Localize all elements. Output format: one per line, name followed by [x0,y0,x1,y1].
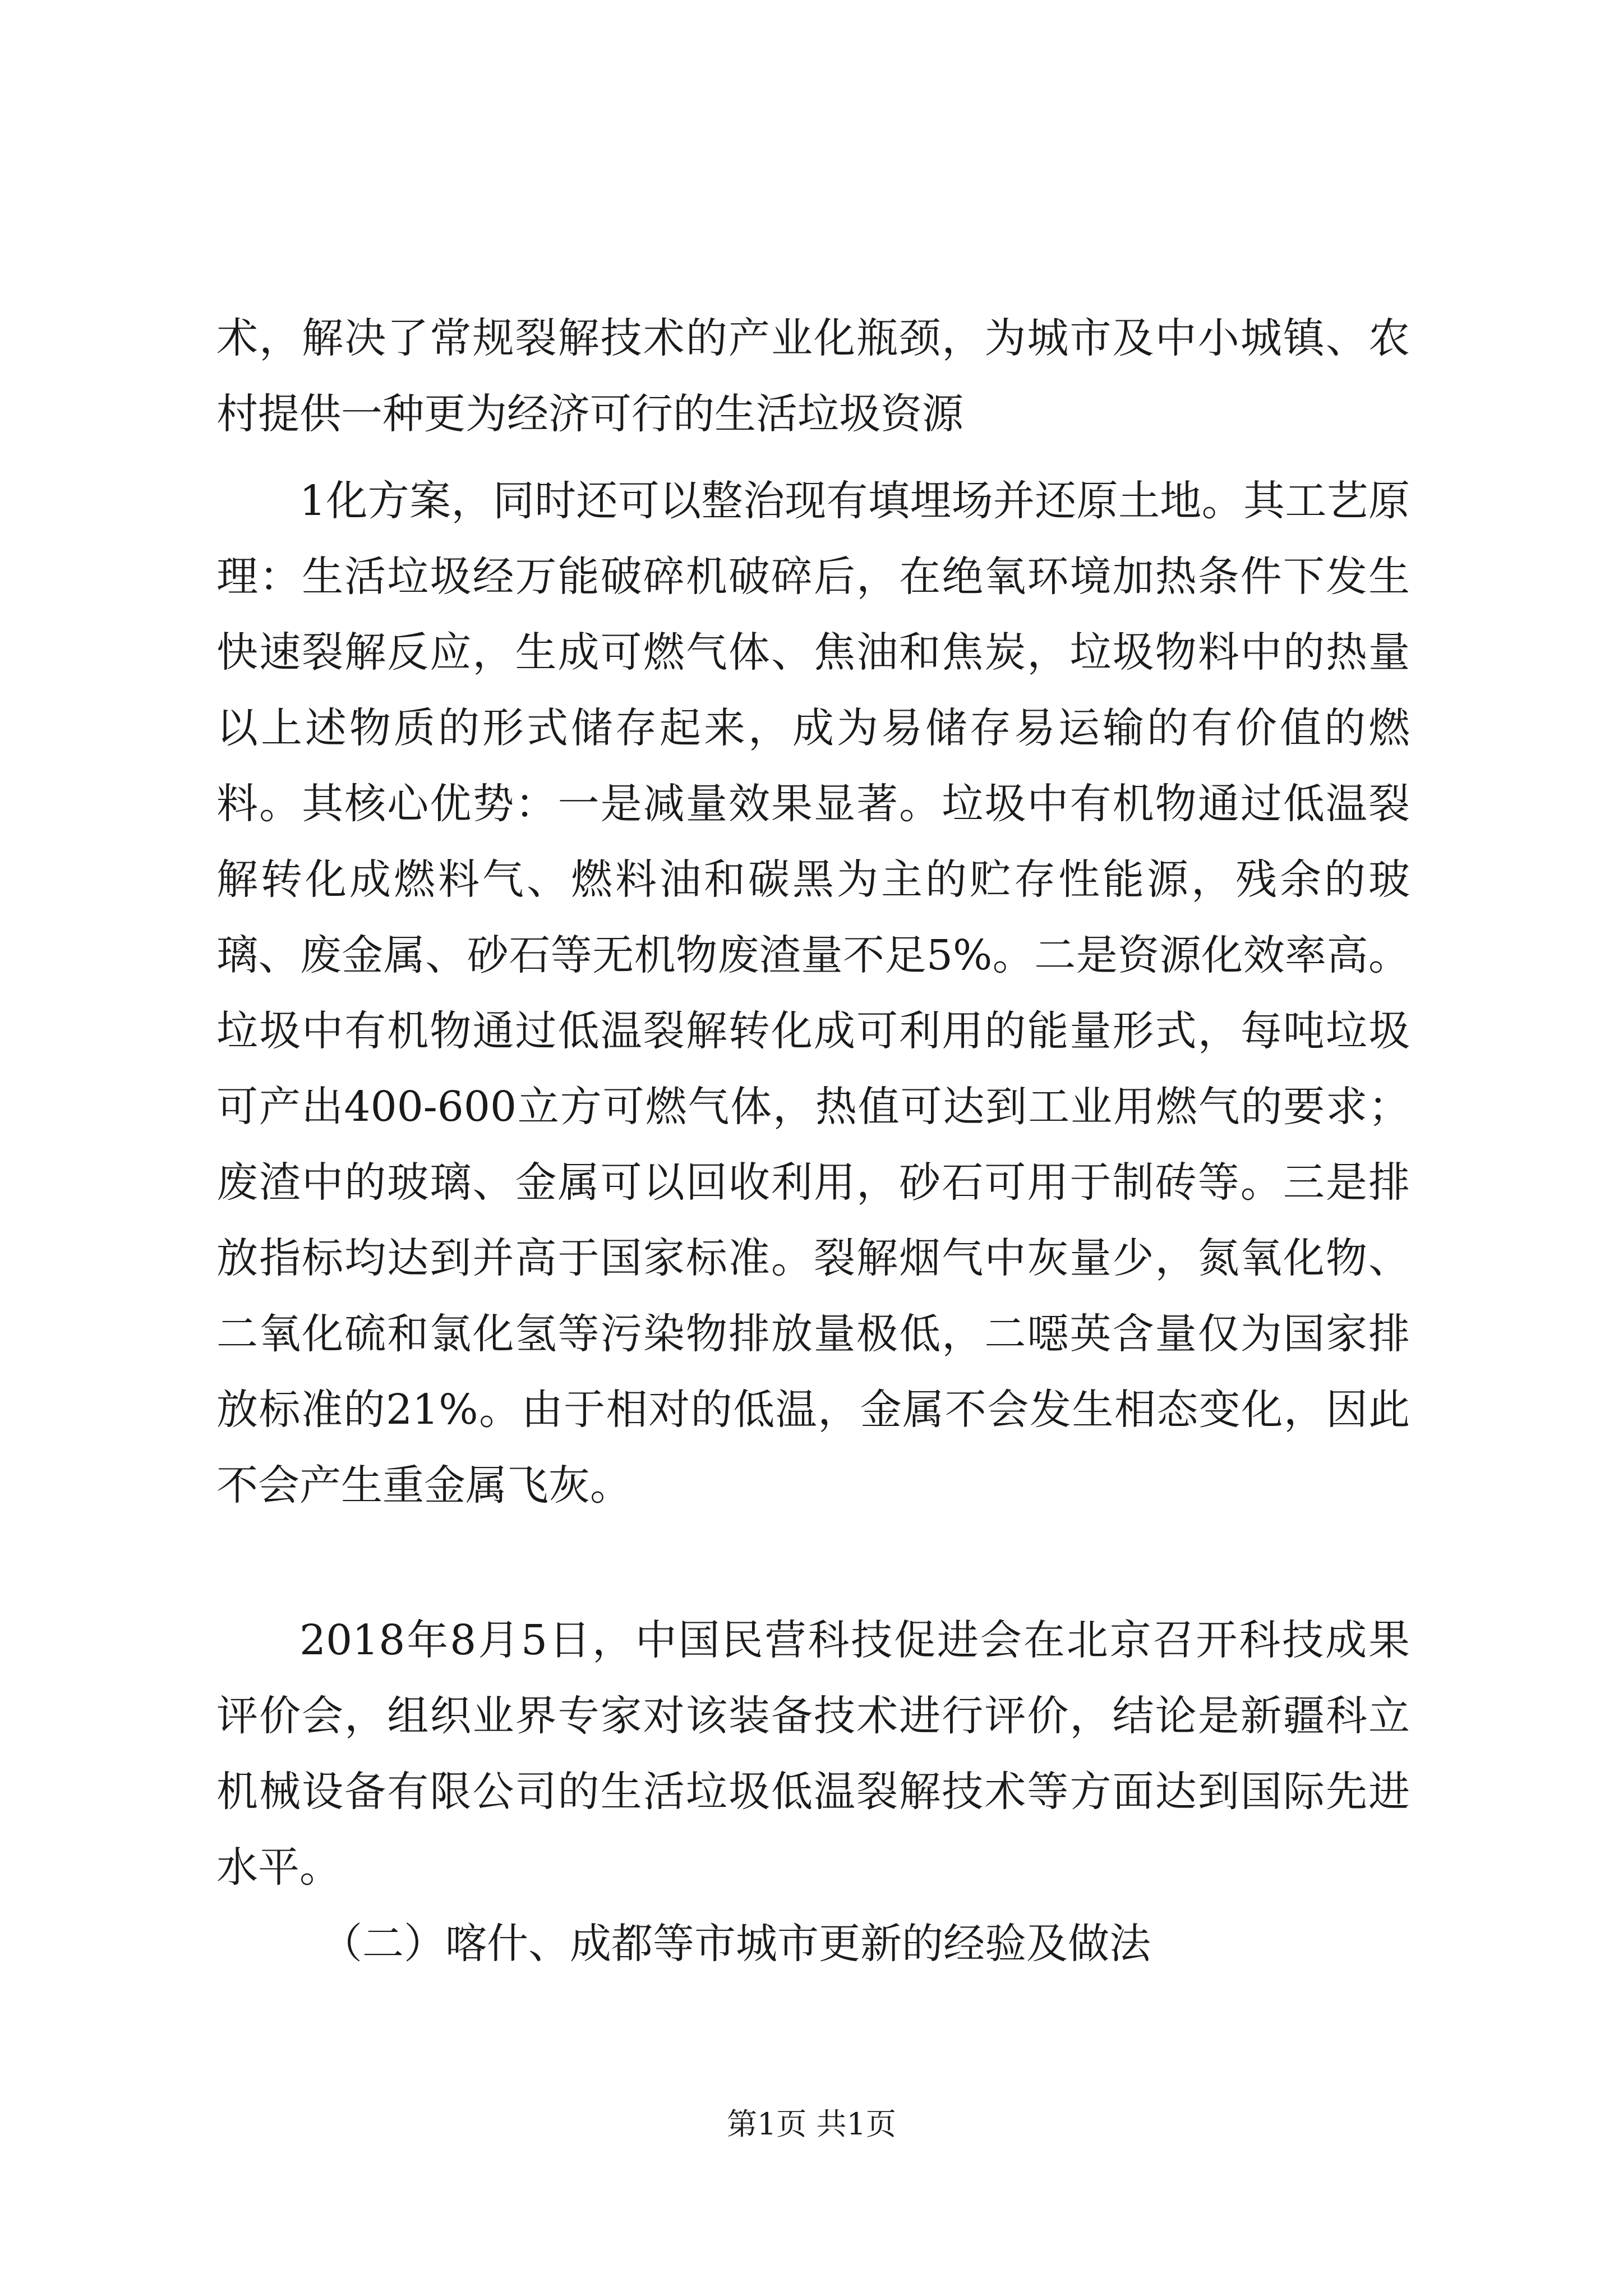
paragraph-continuation: 术，解决了常规裂解技术的产业化瓶颈，为城市及中小城镇、农村提供一种更为经济可行的生活垃圾资源 [216,314,1410,438]
page-footer: 第1页 共1页 [727,2106,896,2142]
paragraph-evaluation: 2018年8月5日，中国民营科技促进会在北京召开科技成果评价会，组织业界专家对该装备技术进行评价，结论是新疆科立机械设备有限公司的生活垃圾低温裂解技术等方面达到国际先进水平。 [216,1616,1410,1892]
paragraph-process-principle: 1化方案，同时还可以整治现有填埋场并还原土地。其工艺原理：生活垃圾经万能破碎机破碎后，在绝氧环境加热条件下发生快速裂解反应，生成可燃气体、焦油和焦炭，垃圾物料中的热量以上述物质的形式储存起来，成为易储存易运输的有价值的燃料。其核心优势：一是减量效果显著。垃圾中有机物通过低温裂解转化成燃料气、燃料油和碳黑为主的贮存性能源，残余的玻璃、废金属、砂石等无机物废渣量不足5%。二是资源化效率高。垃圾中有机物通过低温裂解转化成可利用的能量形式，每吨垃圾可产出400-600立方可燃气体，热值可达到工业用燃气的要求；废渣中的玻璃、金属可以回收利用，砂石可用于制砖等。三是排放指标均达到并高于国家标准。裂解烟气中灰量少，氮氧化物、二氧化硫和氯化氢等污染物排放量极低，二噁英含量仅为国家排放标准的21%。由于相对的低温，金属不会发生相态变化，因此不会产生重金属飞灰。 [216,477,1410,1510]
section-heading: （二）喀什、成都等市城市更新的经验及做法 [321,1920,1151,1968]
